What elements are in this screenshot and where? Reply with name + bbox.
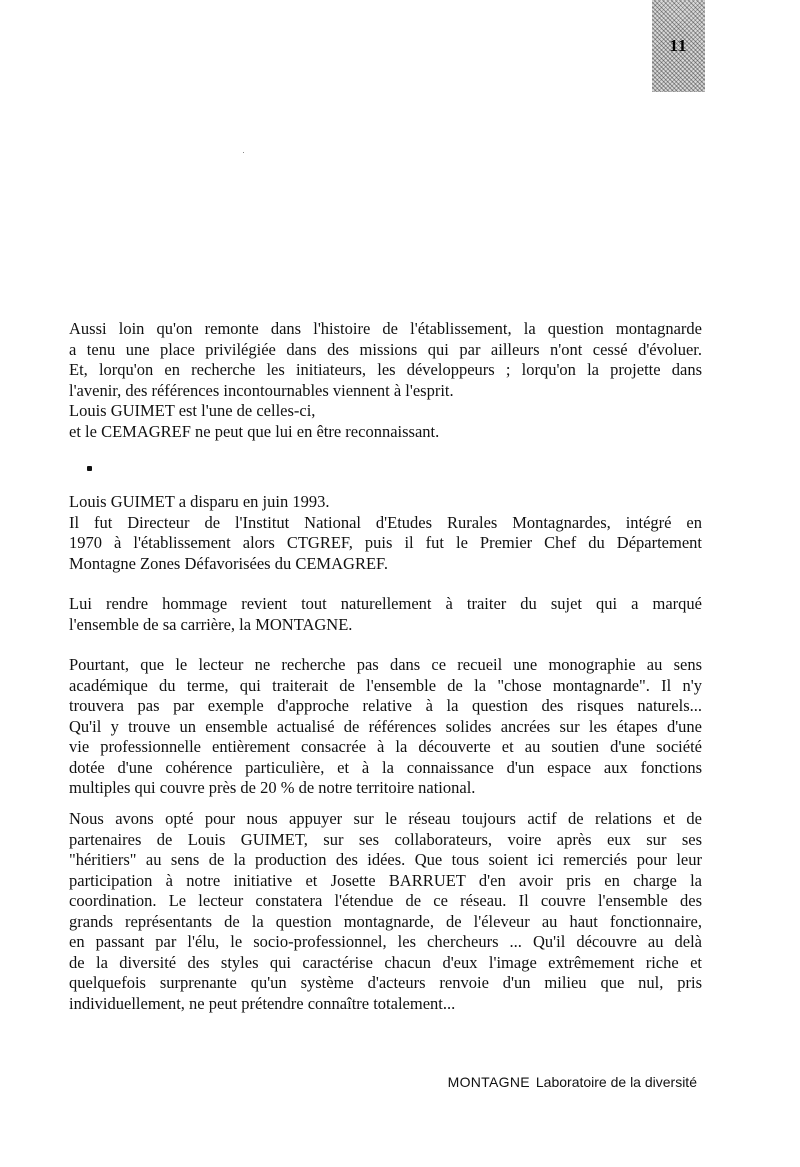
paragraph-line: Nous avons opté pour nous appuyer sur le réseau toujours actif de relations et de [69, 809, 702, 828]
paragraph-scope [69, 655, 702, 799]
paragraph-line: partenaires de Louis GUIMET, sur ses collaborateurs, voire après eux sur ses [69, 829, 702, 849]
paragraph-line: trouvera pas par exemple d'approche relative à la question des risques naturels... [69, 696, 702, 715]
scan-speck [243, 152, 244, 153]
page-footer [448, 1074, 697, 1090]
paragraph-line: grands représentants de la question montagnarde, de l'éleveur au haut fonctionnaire, [69, 911, 702, 931]
paragraph-tribute [69, 594, 702, 635]
paragraph-line: l'ensemble de sa carrière, la MONTAGNE. [69, 614, 353, 634]
bullet-mark [87, 466, 92, 471]
paragraph-line: "héritiers" au sens de la production des idées. Que tous soient ici remerciés pour leur [69, 850, 702, 869]
paragraph-line: individuellement, ne peut prétendre connaître totalement... [69, 993, 456, 1013]
paragraph-line: multiples qui couvre près de 20 % de notre territoire national. [69, 778, 476, 797]
intro-line: l'avenir, des références incontournables viennent à l'esprit. [69, 380, 454, 400]
paragraph-line: académique du terme, qui traiterait de l'ensemble de la "chose montagnarde". Il n'y [69, 675, 702, 695]
paragraph-line: dotée d'une cohérence particulière, et à la connaissance d'un espace aux fonctions [69, 757, 702, 777]
paragraph-line: 1970 à l'établissement alors CTGREF, puis il fut le Premier Chef du Département [69, 533, 702, 552]
paragraph-line: Lui rendre hommage revient tout naturellement à traiter du sujet qui a marqué [69, 594, 702, 613]
intro-line: a tenu une place privilégiée dans des missions qui par ailleurs n'ont cessé d'évoluer. [69, 339, 702, 359]
paragraph-line: Louis GUIMET a disparu en juin 1993. [69, 492, 330, 511]
paragraph-line: Qu'il y trouve un ensemble actualisé de références solides ancrées sur les étapes d'une [69, 716, 702, 736]
intro-line: Et, lorqu'on en recherche les initiateurs, les développeurs ; lorqu'on la projette dans [69, 360, 702, 379]
page-number-box [652, 0, 705, 92]
paragraph-line: Il fut Directeur de l'Institut National d'Etudes Rurales Montagnardes, intégré en [69, 512, 702, 532]
paragraph-line: Pourtant, que le lecteur ne recherche pas dans ce recueil une monographie au sens [69, 655, 702, 674]
intro-paragraph [69, 319, 702, 442]
paragraph-line: vie professionnelle entièrement consacrée à la découverte et au soutien d'une société [69, 737, 702, 756]
paragraph-line: en passant par l'élu, le socio-professionnel, les chercheurs ... Qu'il découvre au delà [69, 932, 702, 951]
intro-line: Aussi loin qu'on remonte dans l'histoire de l'établissement, la question montagnarde [69, 319, 702, 338]
paragraph-line: de la diversité des styles qui caractérise chacun d'eux l'image extrêmement riche et [69, 952, 702, 972]
paragraph-line: coordination. Le lecteur constatera l'étendue de ce réseau. Il couvre l'ensemble des [69, 891, 702, 910]
paragraph-biography [69, 492, 702, 574]
paragraph-network [69, 809, 702, 1014]
page-number: 11 [669, 36, 688, 55]
paragraph-line: quelquefois surprenante qu'un système d'acteurs renvoie d'un milieu que nul, pris [69, 973, 702, 992]
intro-line: et le CEMAGREF ne peut que lui en être reconnaissant. [69, 421, 440, 441]
paragraph-line: Montagne Zones Défavorisées du CEMAGREF. [69, 553, 389, 573]
footer-series-title: MONTAGNE [447, 1074, 530, 1090]
paragraph-line: participation à notre initiative et Josette BARRUET d'en avoir pris en charge la [69, 870, 702, 890]
footer-subtitle: Laboratoire de la diversité [535, 1074, 697, 1090]
intro-line: Louis GUIMET est l'une de celles-ci, [69, 401, 316, 420]
